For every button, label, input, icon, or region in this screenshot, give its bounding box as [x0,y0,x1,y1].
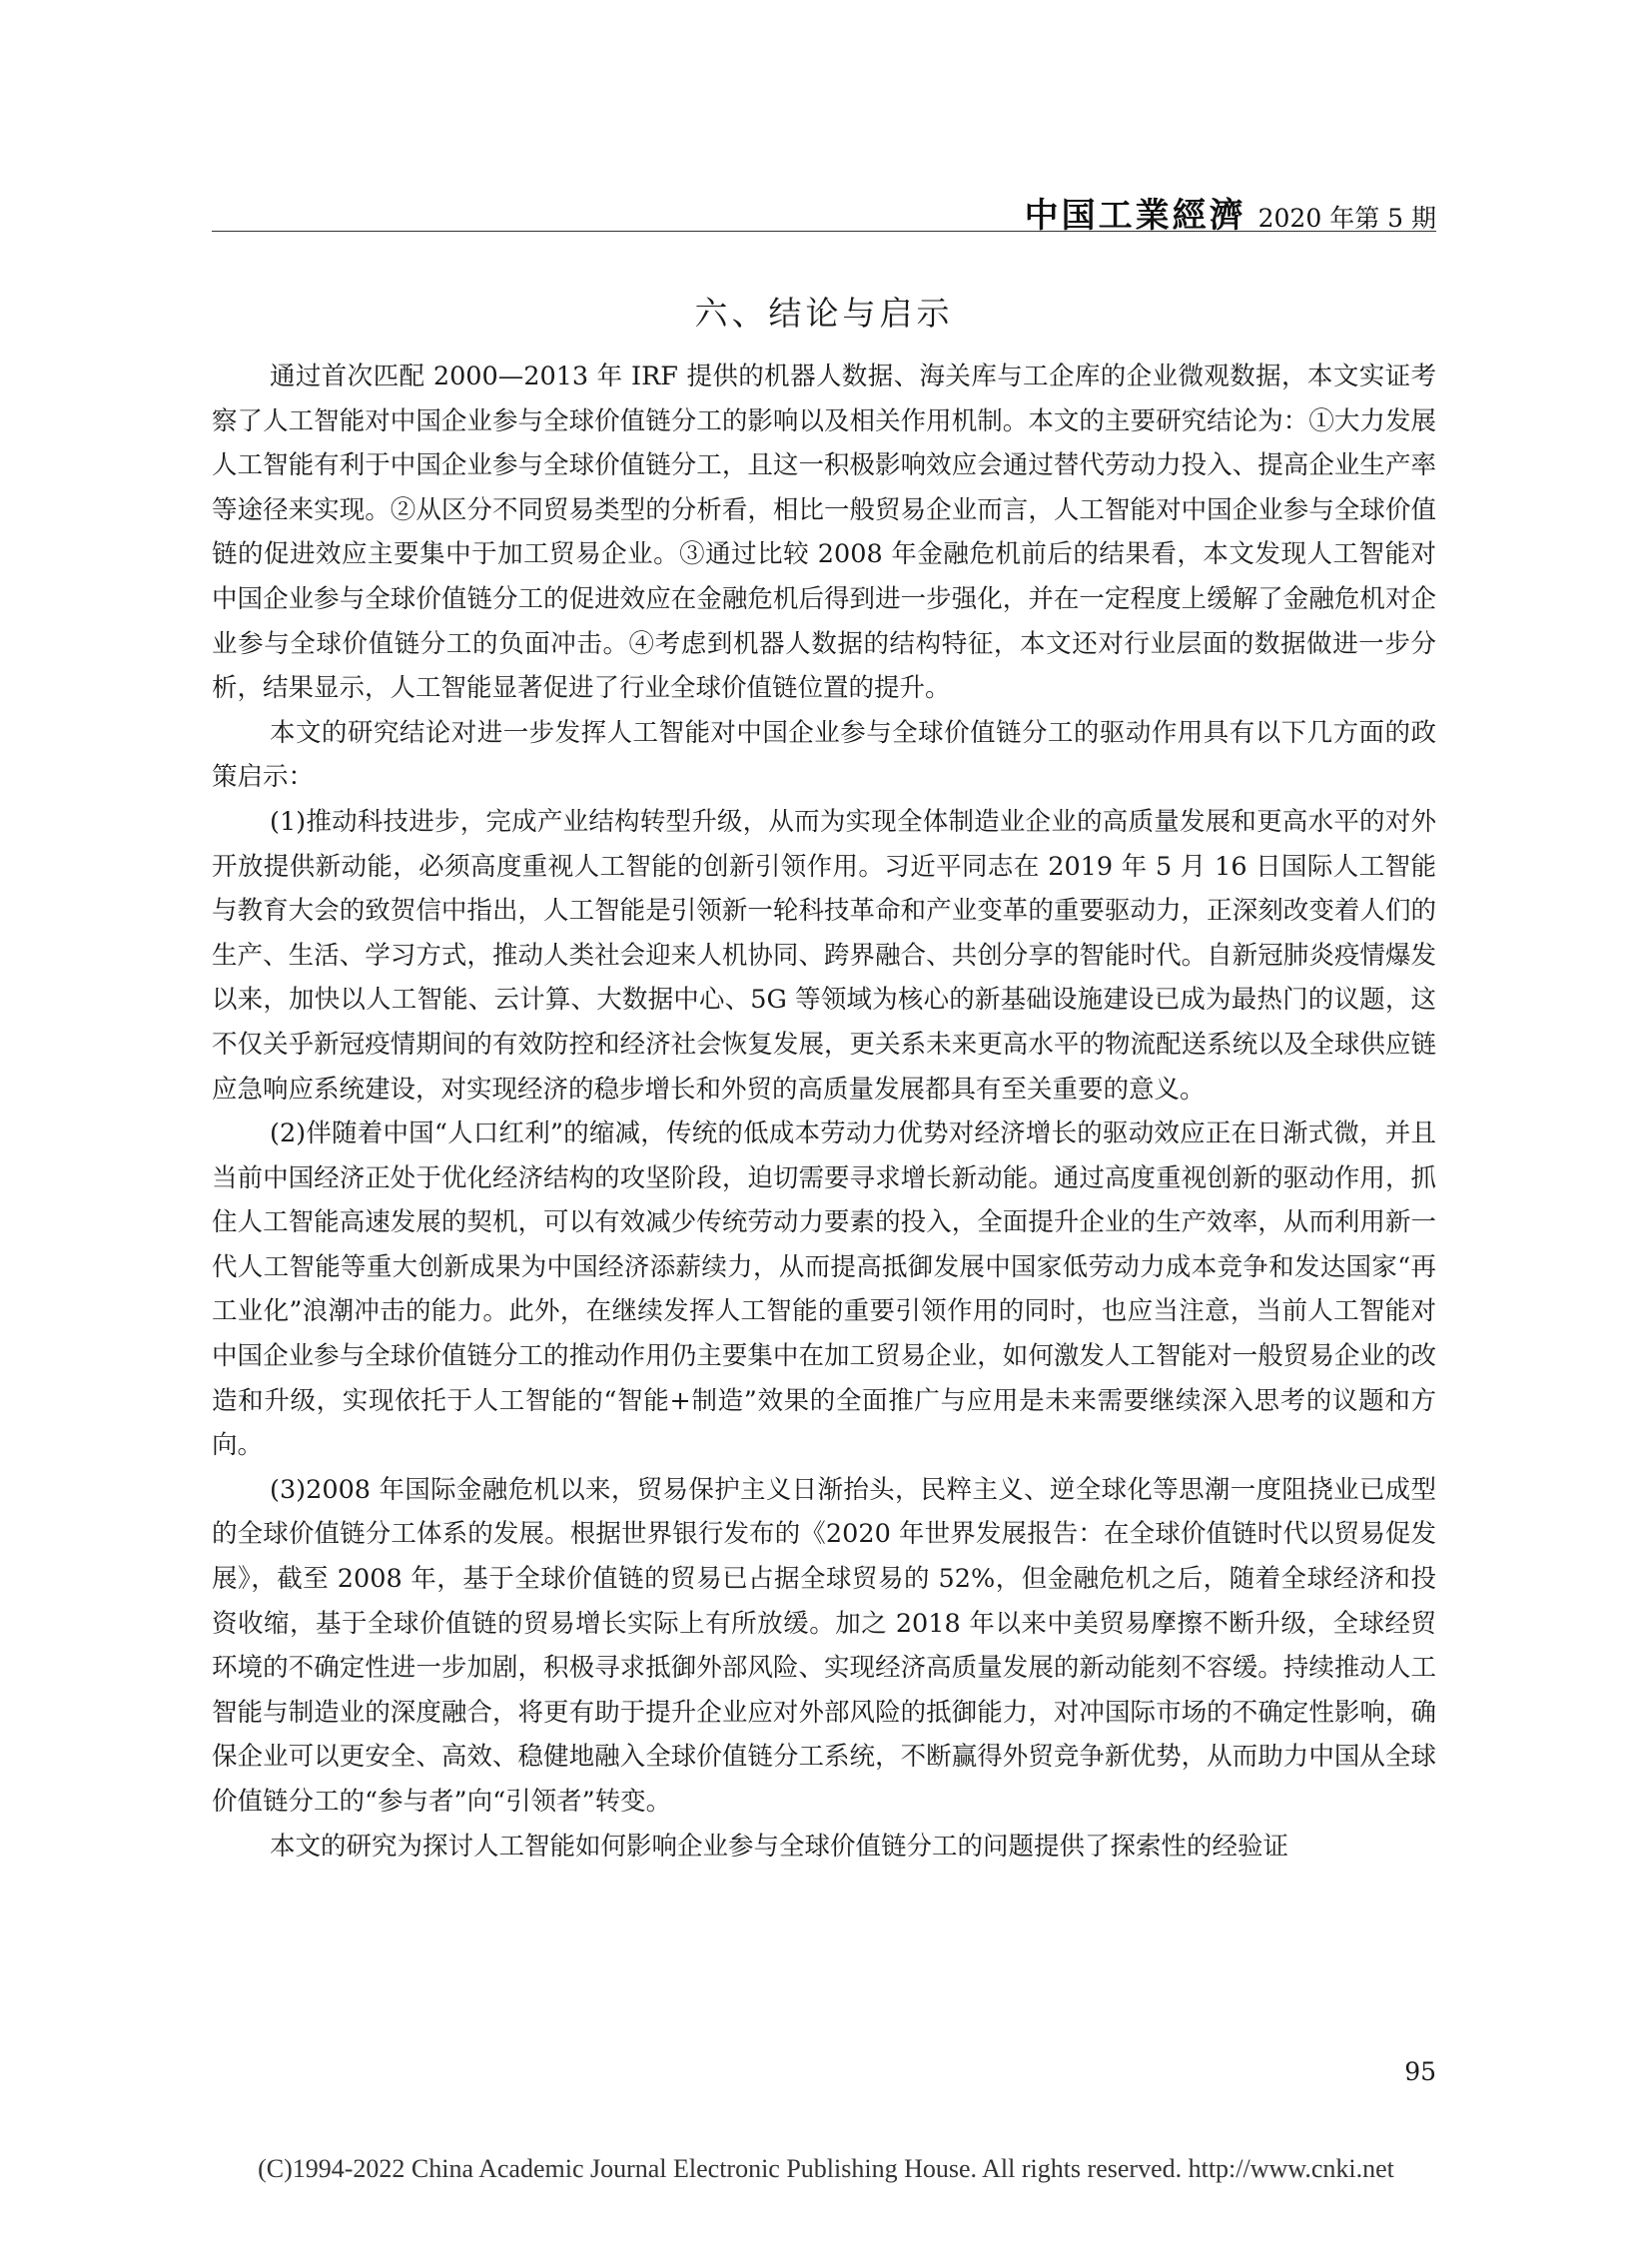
paragraph-policy-intro: 本文的研究结论对进一步发挥人工智能对中国企业参与全球价值链分工的驱动作用具有以下几方面的政策启示： [212,717,1436,793]
paragraph-conclusions: 通过首次匹配 2000—2013 年 IRF 提供的机器人数据、海关库与工企库的企业微观数据，本文实证考察了人工智能对中国企业参与全球价值链分工的影响以及相关作用机制。本文的主要研究结论为：①大力发展人工智能有利于中国企业参与全球价值链分工，且这一积极影响效应会通过替代劳动力投入、提高企业生产率等途径来实现。②从区分不同贸易类型的分析看，相比一般贸易企业而言，人工智能对中国企业参与全球价值链的促进效应主要集中于加工贸易企业。③通过比较 2008 年金融危机前后的结果看，本文发现人工智能对中国企业参与全球价值链分工的促进效应在金融危机后得到进一步强化，并在一定程度上缓解了金融危机对企业参与全球价值链分工的负面冲击。④考虑到机器人数据的结构特征，本文还对行业层面的数据做进一步分析，结果显示，人工智能显著促进了行业全球价值链位置的提升。 [212,362,1436,704]
page-number: 95 [1404,2057,1436,2086]
journal-logo: 中国工業經濟 [1024,196,1246,236]
paragraph-closing: 本文的研究为探讨人工智能如何影响企业参与全球价值链分工的问题提供了探索性的经验证 [270,1831,1289,1862]
header-divider [212,231,1436,232]
issue-label: 2020 年第 5 期 [1257,204,1436,233]
paragraph-policy-1: (1)推动科技进步，完成产业结构转型升级，从而为实现全体制造业企业的高质量发展和更高水平的对外开放提供新动能，必须高度重视人工智能的创新引领作用。习近平同志在 2019 年 5 月 16 日国际人工智能与教育大会的致贺信中指出，人工智能是引领新一轮科技革命和产业变革的重要驱动力，正深刻改变着人们的生产、生活、学习方式，推动人类社会迎来人机协同、跨界融合、共创分享的智能时代。自新冠肺炎疫情爆发以来，加快以人工智能、云计算、大数据中心、5G 等领域为核心的新基础设施建设已成为最热门的议题，这不仅关乎新冠疫情期间的有效防控和经济社会恢复发展，更关系未来更高水平的物流配送系统以及全球供应链应急响应系统建设，对实现经济的稳步增长和外贸的高质量发展都具有至关重要的意义。 [212,806,1436,1105]
paragraph-policy-3: (3)2008 年国际金融危机以来，贸易保护主义日渐抬头，民粹主义、逆全球化等思潮一度阻挠业已成型的全球价值链分工体系的发展。根据世界银行发布的《2020 年世界发展报告：在全球价值链时代以贸易促发展》，截至 2008 年，基于全球价值链的贸易已占据全球贸易的 52%，但金融危机之后，随着全球经济和投资收缩，基于全球价值链的贸易增长实际上有所放缓。加之 2018 年以来中美贸易摩擦不断升级，全球经贸环境的不确定性进一步加剧，积极寻求抵御外部风险、实现经济高质量发展的新动能刻不容缓。持续推动人工智能与制造业的深度融合，将更有助于提升企业应对外部风险的抵御能力，对冲国际市场的不确定性影响，确保企业可以更安全、高效、稳健地融入全球价值链分工系统，不断赢得外贸竞争新优势，从而助力中国从全球价值链分工的“参与者”向“引领者”转变。 [212,1474,1436,1817]
running-header [212,188,1436,236]
paragraph-policy-2: (2)伴随着中国“人口红利”的缩减，传统的低成本劳动力优势对经济增长的驱动效应正在日渐式微，并且当前中国经济正处于优化经济结构的攻坚阶段，迫切需要寻求增长新动能。通过高度重视创新的驱动作用，抓住人工智能高速发展的契机，可以有效减少传统劳动力要素的投入，全面提升企业的生产效率，从而利用新一代人工智能等重大创新成果为中国经济添薪续力，从而提高抵御发展中国家低劳动力成本竞争和发达国家“再工业化”浪潮冲击的能力。此外，在继续发挥人工智能的重要引领作用的同时，也应当注意，当前人工智能对中国企业参与全球价值链分工的推动作用仍主要集中在加工贸易企业，如何激发人工智能对一般贸易企业的改造和升级，实现依托于人工智能的“智能+制造”效果的全面推广与应用是未来需要继续深入思考的议题和方向。 [212,1119,1436,1461]
body-text [212,355,1436,1868]
copyright-footer: (C)1994-2022 China Academic Journal Electronic Publishing House. All rights reserved. http://www.cnki.net [258,2154,1394,2183]
section-title: 六、结论与启示 [694,294,954,333]
